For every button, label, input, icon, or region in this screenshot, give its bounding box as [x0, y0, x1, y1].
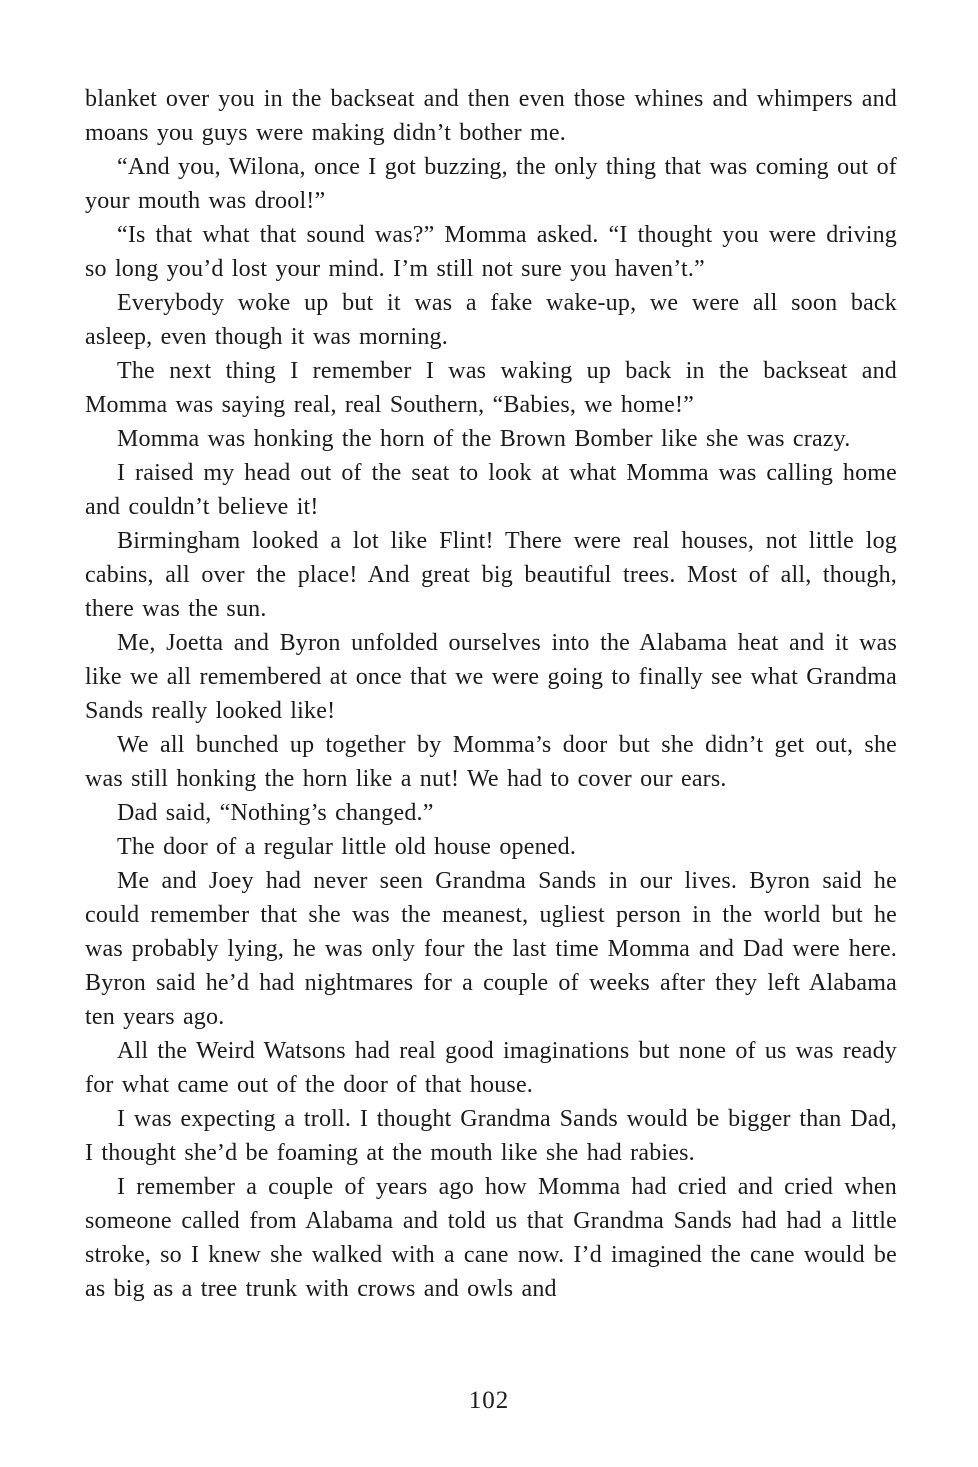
- page-number: 102: [468, 1387, 510, 1414]
- paragraph: “Is that what that sound was?” Momma asked. “I thought you were driving so long you’d lost your mind. I’m still not sure you haven’t.”: [85, 222, 897, 282]
- paragraph: Everybody woke up but it was a fake wake-up, we were all soon back asleep, even though it was morning.: [85, 290, 897, 350]
- paragraph: Me and Joey had never seen Grandma Sands in our lives. Byron said he could remember that she was the meanest, ugliest person in the world but he was probably lying, he was only four the last time Momma and Dad were here. Byron said he’d had nightmares for a couple of weeks after they left Alabama ten years ago.: [85, 868, 897, 1030]
- paragraph: The next thing I remember I was waking up back in the backseat and Momma was saying real, real Southern, “Babies, we home!”: [85, 358, 897, 418]
- paragraph: I raised my head out of the seat to look at what Momma was calling home and couldn’t believe it!: [85, 460, 897, 520]
- paragraph: “And you, Wilona, once I got buzzing, the only thing that was coming out of your mouth was drool!”: [85, 154, 897, 214]
- paragraph: We all bunched up together by Momma’s door but she didn’t get out, she was still honking the horn like a nut! We had to cover our ears.: [85, 732, 897, 792]
- body-text: [85, 82, 897, 1306]
- paragraph: I was expecting a troll. I thought Grandma Sands would be bigger than Dad, I thought she’d be foaming at the mouth like she had rabies.: [85, 1106, 897, 1166]
- paragraph: Momma was honking the horn of the Brown Bomber like she was crazy.: [117, 426, 851, 452]
- paragraph: Birmingham looked a lot like Flint! There were real houses, not little log cabins, all over the place! And great big beautiful trees. Most of all, though, there was the sun.: [85, 528, 897, 622]
- paragraph: All the Weird Watsons had real good imaginations but none of us was ready for what came out of the door of that house.: [85, 1038, 897, 1098]
- paragraph: I remember a couple of years ago how Momma had cried and cried when someone called from Alabama and told us that Grandma Sands had had a little stroke, so I knew she walked with a cane now. I’d imagined the cane would be as big as a tree trunk with crows and owls and: [85, 1174, 897, 1302]
- paragraph: Me, Joetta and Byron unfolded ourselves into the Alabama heat and it was like we all remembered at once that we were going to finally see what Grandma Sands really looked like!: [85, 630, 897, 724]
- paragraph: Dad said, “Nothing’s changed.”: [117, 800, 434, 826]
- paragraph: The door of a regular little old house opened.: [117, 834, 577, 860]
- paragraph: blanket over you in the backseat and then even those whines and whimpers and moans you guys were making didn’t bother me.: [85, 86, 897, 146]
